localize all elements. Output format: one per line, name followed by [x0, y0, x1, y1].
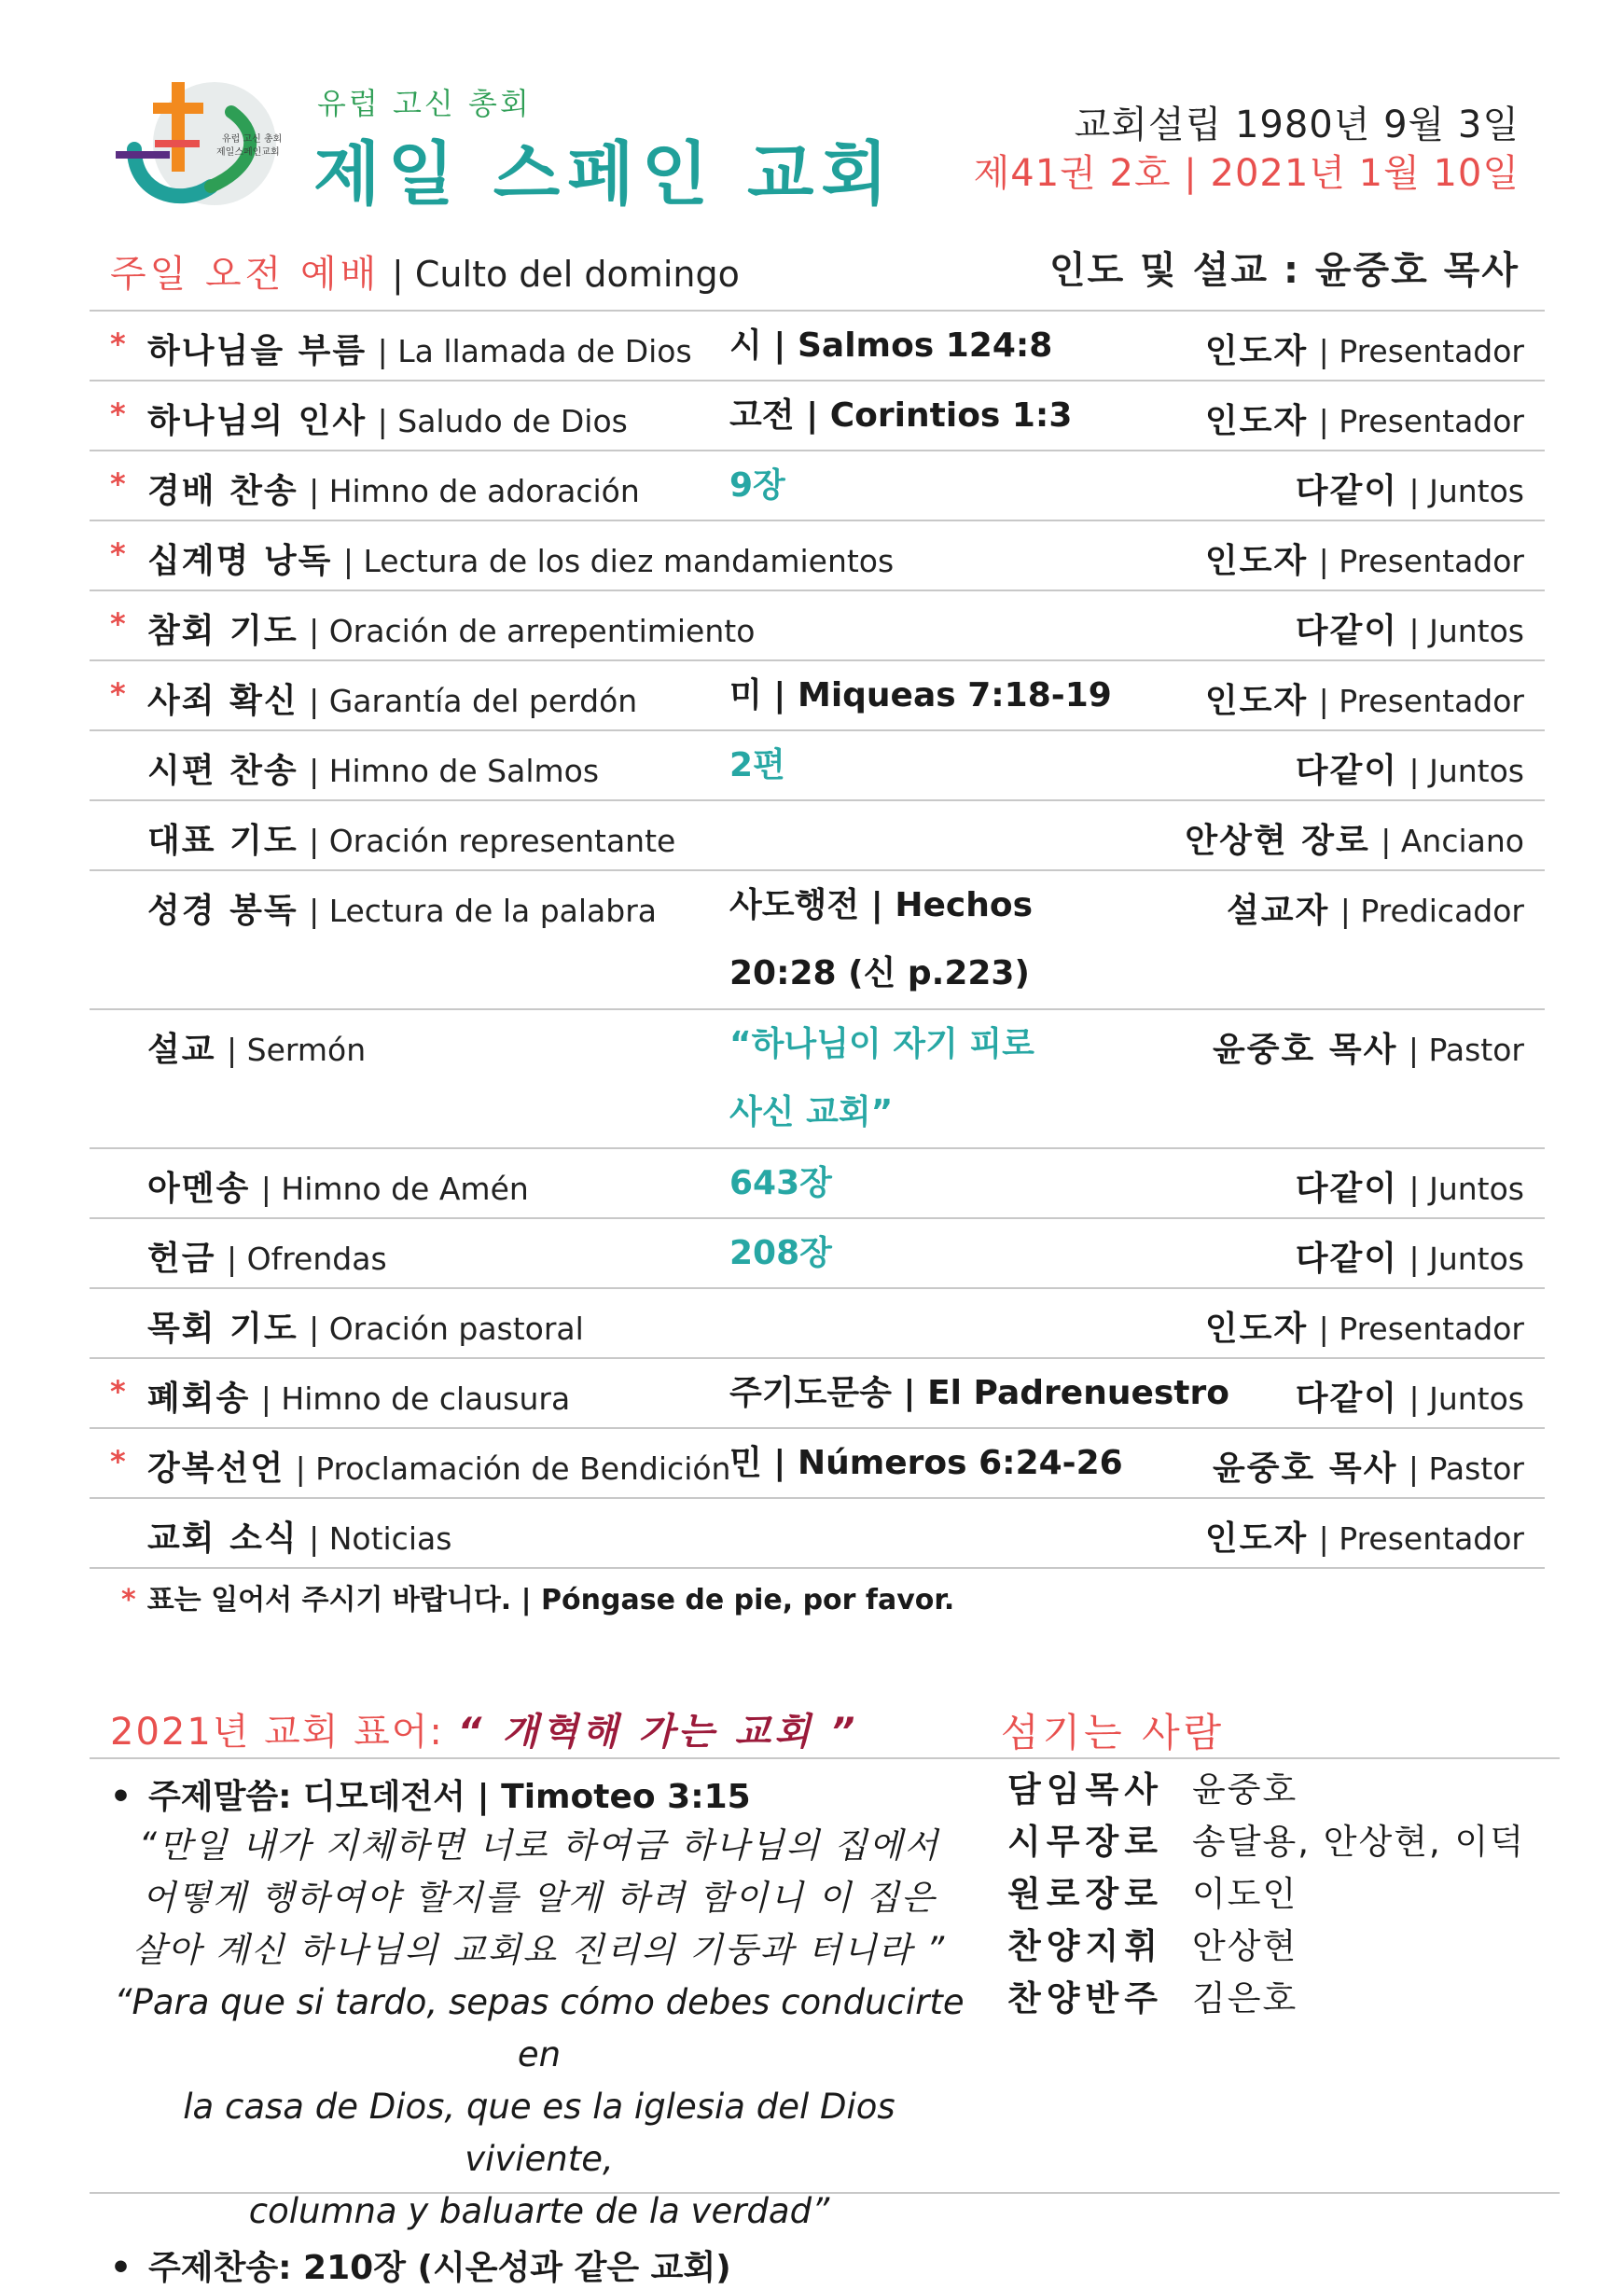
item-reference: 미 | Miqueas 7:18-19 [729, 676, 1112, 714]
item-reference: 9장 [729, 466, 785, 505]
item-title: 십계명 낭독 | Lectura de los diez mandamientos [147, 542, 895, 580]
item-responsible: 인도자 | Presentador [1204, 1519, 1524, 1558]
standing-note [121, 1576, 954, 1617]
order-row [90, 1497, 1545, 1569]
motto-label: 2021년 교회 표어: [110, 1711, 458, 1754]
church-title: 제일 스페인 교회 [313, 134, 895, 215]
server-row [1007, 1813, 1525, 1866]
order-row [90, 729, 1545, 799]
order-row [90, 1008, 1545, 1147]
item-title: 하나님을 부름 | La llamada de Dios [147, 332, 692, 370]
motto-quote: “ 개혁해 가는 교회 ” [457, 1711, 859, 1754]
item-responsible: 인도자 | Presentador [1204, 1310, 1524, 1348]
item-responsible: 인도자 | Presentador [1204, 682, 1524, 720]
item-title: 대표 기도 | Oración representante [147, 822, 676, 860]
theme-hymn: • 주제찬송: 210장 (시온성과 같은 교회) [110, 2249, 731, 2287]
standing-star: * [110, 606, 126, 642]
item-responsible: 다같이 | Juntos [1295, 1170, 1524, 1208]
item-responsible: 설교자 | Predicador [1226, 892, 1524, 930]
standing-star: * [110, 536, 126, 572]
order-row [90, 590, 1545, 659]
order-row [90, 1427, 1545, 1497]
item-title: 하나님의 인사 | Saludo de Dios [147, 402, 628, 440]
server-role: 담임목사 [1007, 1769, 1163, 1810]
theme-verse-label: • 주제말씀: 디모데전서 | Timoteo 3:15 [110, 1778, 751, 1816]
bottom-divider [90, 2192, 1560, 2194]
order-row [90, 1147, 1545, 1217]
order-row [90, 380, 1545, 450]
item-reference: “하나님이 자기 피로 사신 교회” [729, 1025, 1034, 1131]
item-title: 목회 기도 | Oración pastoral [147, 1310, 584, 1348]
item-title: 헌금 | Ofrendas [147, 1240, 387, 1278]
service-heading: 주일 오전 예배 | Culto del domingo [110, 253, 740, 296]
item-responsible: 다같이 | Juntos [1295, 1380, 1524, 1418]
standing-star: * [110, 1444, 126, 1479]
item-title: 참회 기도 | Oración de arrepentimiento [147, 612, 756, 650]
item-title: 성경 봉독 | Lectura de la palabra [147, 892, 658, 930]
item-reference: 사도행전 | Hechos 20:28 (신 p.223) [729, 886, 1033, 992]
item-reference: 시 | Salmos 124:8 [729, 326, 1053, 365]
order-row [90, 520, 1545, 590]
server-name: 안상현 [1192, 1926, 1298, 1966]
note-star: * [121, 1584, 136, 1616]
item-responsible: 인도자 | Presentador [1204, 332, 1524, 370]
standing-star: * [110, 326, 126, 362]
standing-star: * [110, 466, 126, 502]
item-reference: 고전 | Corintios 1:3 [729, 396, 1073, 435]
section-divider [90, 1757, 1560, 1759]
service-title-ko: 주일 오전 예배 [110, 253, 381, 296]
item-responsible: 다같이 | Juntos [1295, 1240, 1524, 1278]
item-responsible: 윤중호 목사 | Pastor [1212, 1031, 1524, 1069]
verse-spanish: “Para que si tardo, sepas cómo debes conducirte en la casa de Dios, que es la iglesia del Dios viviente, columna y baluarte de la verdad” [114, 1982, 965, 2231]
note-text: 표는 일어서 주시기 바랍니다. | Póngase de pie, por favor. [146, 1584, 955, 1616]
established-date: 교회설립 1980년 9월 3일 [1074, 104, 1520, 146]
order-row [90, 450, 1545, 520]
verse-korean: “만일 내가 지체하면 너로 하여금 하나님의 집에서 어떻게 행하여야 할지를 알게 하려 함이니 이 집은 살아 계신 하나님의 교회요 진리의 기둥과 터니라 ” [132, 1825, 947, 1970]
service-title-es: Culto del domingo [414, 254, 740, 295]
order-row [90, 869, 1545, 1008]
item-responsible: 인도자 | Presentador [1204, 402, 1524, 440]
server-row [1007, 1970, 1525, 2022]
servers-list [1007, 1761, 1525, 2022]
server-role: 찬양반주 [1007, 1978, 1163, 2018]
server-name: 김은호 [1192, 1978, 1298, 2018]
item-title: 시편 찬송 | Himno de Salmos [147, 752, 600, 790]
logo-text-line2: 제일스페인교회 [216, 147, 280, 158]
item-title: 강복선언 | Proclamación de Bendición [147, 1450, 731, 1488]
server-role: 찬양지휘 [1007, 1926, 1163, 1966]
order-of-worship [90, 310, 1545, 1569]
motto-heading [110, 1702, 858, 1755]
item-responsible: 다같이 | Juntos [1295, 612, 1524, 650]
motto-section [110, 1770, 968, 2289]
server-row [1007, 1761, 1525, 1813]
item-title: 사죄 확신 | Garantía del perdón [147, 682, 638, 720]
item-responsible: 다같이 | Juntos [1295, 752, 1524, 790]
order-row [90, 659, 1545, 729]
item-reference: 주기도문송 | El Padrenuestro [729, 1374, 1230, 1412]
order-row [90, 1217, 1545, 1287]
church-logo [114, 75, 284, 210]
order-row [90, 799, 1545, 869]
item-title: 경배 찬송 | Himno de adoración [147, 472, 640, 510]
server-name: 윤중호 [1192, 1769, 1298, 1810]
item-title: 아멘송 | Himno de Amén [147, 1170, 529, 1208]
item-title: 폐회송 | Himno de clausura [147, 1380, 571, 1418]
item-title: 설교 | Sermón [147, 1031, 367, 1069]
item-reference: 643장 [729, 1164, 832, 1202]
synod-name: 유럽 고신 총회 [317, 86, 532, 121]
item-reference: 민 | Números 6:24-26 [729, 1444, 1123, 1482]
service-leader: 인도 및 설교 : 윤중호 목사 [1048, 249, 1520, 292]
server-name: 이도인 [1192, 1874, 1298, 1914]
servers-heading: 섬기는 사람 [1001, 1710, 1226, 1755]
standing-star: * [110, 1374, 126, 1409]
server-name: 송달용, 안상현, 이덕 [1192, 1822, 1525, 1862]
item-title: 교회 소식 | Noticias [147, 1519, 452, 1558]
item-responsible: 윤중호 목사 | Pastor [1212, 1450, 1524, 1488]
server-row [1007, 1866, 1525, 1918]
order-row [90, 1357, 1545, 1427]
item-responsible: 안상현 장로 | Anciano [1185, 822, 1524, 860]
server-role: 원로장로 [1007, 1874, 1163, 1914]
item-responsible: 다같이 | Juntos [1295, 472, 1524, 510]
server-role: 시무장로 [1007, 1822, 1163, 1862]
logo-text-line1: 유럽 고신 총회 [222, 134, 283, 145]
item-responsible: 인도자 | Presentador [1204, 542, 1524, 580]
standing-star: * [110, 396, 126, 432]
standing-star: * [110, 676, 126, 712]
item-reference: 2편 [729, 746, 785, 784]
server-row [1007, 1918, 1525, 1970]
item-reference: 208장 [729, 1234, 832, 1272]
issue-info: 제41권 2호 | 2021년 1월 10일 [973, 152, 1520, 195]
order-row [90, 310, 1545, 380]
order-row [90, 1287, 1545, 1357]
